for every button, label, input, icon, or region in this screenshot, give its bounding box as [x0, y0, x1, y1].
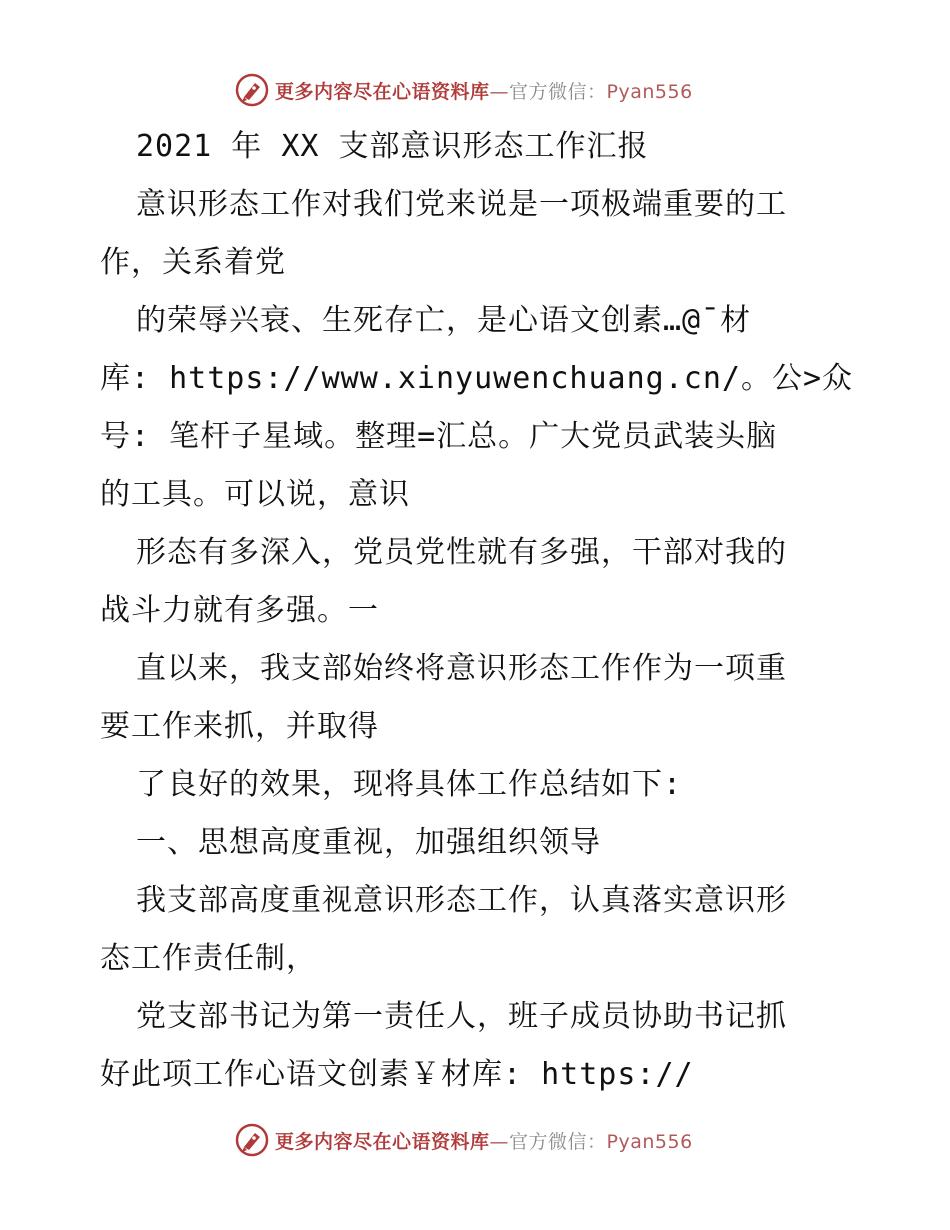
pen-nib-logo-icon [235, 1123, 269, 1157]
footer-banner [235, 1120, 755, 1160]
paragraph-line: 好此项工作心语文创素￥材库: https:// [100, 1057, 694, 1092]
header-banner-text [275, 77, 693, 104]
header-banner-main: 更多内容尽在心语资料库 [275, 80, 490, 103]
section-heading: 一、思想高度重视，加强组织领导 [136, 825, 601, 860]
paragraph-line: 我支部高度重视意识形态工作，认真落实意识形 [136, 883, 787, 918]
document-title: 2021 年 XX 支部意识形态工作汇报 [136, 129, 649, 164]
footer-banner-account: Pyan556 [606, 1130, 693, 1153]
paragraph-line: 党支部书记为第一责任人，班子成员协助书记抓 [136, 999, 787, 1034]
footer-banner-dash: — [489, 1130, 510, 1153]
paragraph-line: 态工作责任制， [100, 941, 317, 976]
paragraph-line: 了良好的效果，现将具体工作总结如下: [136, 767, 683, 802]
footer-banner-text [275, 1127, 693, 1154]
paragraph-line: 意识形态工作对我们党来说是一项极端重要的工 [136, 187, 787, 222]
paragraph-line: 的工具。可以说，意识 [100, 477, 410, 512]
paragraph-line: 库: https://www.xinyuwenchuang.cn/。公>众 [100, 361, 854, 396]
header-banner [235, 70, 755, 110]
pen-nib-logo-icon [235, 73, 269, 107]
paragraph-line: 作，关系着党 [100, 245, 286, 280]
header-banner-wechat: 官方微信： [509, 80, 607, 103]
paragraph-line: 形态有多深入，党员党性就有多强，干部对我的 [136, 535, 787, 570]
paragraph-line: 的荣辱兴衰、生死存亡，是心语文创素…@¯材 [136, 303, 752, 338]
paragraph-line: 号: 笔杆子星域。整理=汇总。广大党员武装头脑 [100, 419, 778, 454]
footer-banner-wechat: 官方微信： [509, 1130, 607, 1153]
footer-banner-main: 更多内容尽在心语资料库 [275, 1130, 490, 1153]
document-body [100, 118, 860, 1104]
header-banner-account: Pyan556 [606, 80, 693, 103]
paragraph-line: 战斗力就有多强。一 [100, 593, 379, 628]
paragraph-line: 直以来，我支部始终将意识形态工作作为一项重 [136, 651, 787, 686]
header-banner-dash: — [489, 80, 510, 103]
paragraph-line: 要工作来抓，并取得 [100, 709, 379, 744]
